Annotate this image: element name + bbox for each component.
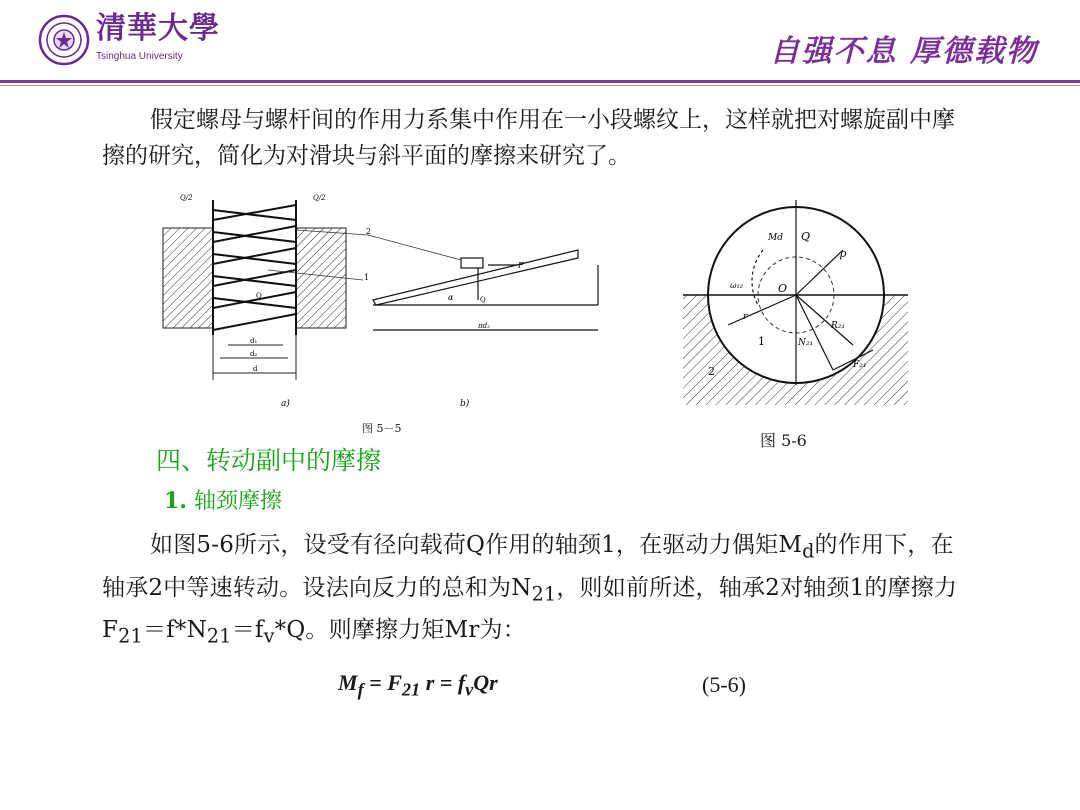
- university-name-cn: 清華大學: [96, 11, 220, 46]
- equation-number: (5-6): [702, 672, 746, 697]
- para-segment-c: ，则如前所述，轴承2对轴颈1的摩擦力F: [102, 574, 958, 644]
- fig56-label-2: 2: [708, 365, 715, 378]
- fig56-label-O: O: [778, 282, 788, 295]
- para-segment-e: ＝f: [231, 617, 264, 644]
- intro-paragraph: 假定螺母与螺杆间的作用力系集中作用在一小段螺纹上，这样就把对螺旋副中摩擦的研究，简化为对滑块与斜平面的摩擦来研究了。: [102, 107, 955, 169]
- n21-subscript-2: 21: [206, 624, 232, 648]
- fig56-label-rho: ρ: [840, 247, 847, 260]
- friction-moment-formula: [338, 670, 498, 700]
- formula-sub-v: v: [465, 679, 474, 700]
- fig56-label-Md: Md: [768, 233, 783, 243]
- para-segment-a: 如图5-6所示，设受有径向载荷Q作用的轴颈1，在驱动力偶矩M: [150, 532, 803, 558]
- figure-5-6-caption: 图 5-6: [760, 431, 807, 450]
- header-divider-thin: [0, 85, 1080, 86]
- fig56-label-R21: R₂₁: [831, 321, 845, 331]
- fig55-label-q-left: Q/2: [180, 194, 193, 202]
- fig55-label-q: Q: [256, 292, 262, 300]
- fig55-label-d: d: [253, 365, 258, 373]
- formula-mid: = F: [363, 670, 402, 695]
- fig55-label-1: 1: [364, 273, 370, 282]
- fig55-label-d1: d₁: [250, 337, 258, 345]
- subsection-text: 轴颈摩擦: [193, 489, 282, 514]
- formula-sub-f: f: [357, 679, 364, 700]
- subsection-title: [164, 484, 282, 515]
- f21-subscript: 21: [118, 624, 143, 648]
- fig56-label-F21: F₂₁: [853, 360, 867, 370]
- subsection-number: 1.: [164, 488, 187, 514]
- fig55-label-alpha: α: [448, 293, 454, 302]
- fig56-label-1: 1: [758, 335, 765, 348]
- formula-end: Qr: [473, 670, 498, 695]
- fv-subscript: v: [263, 624, 275, 648]
- tsinghua-seal-icon: [38, 14, 90, 66]
- figure-5-6-journal-diagram: [668, 195, 918, 445]
- fig55-label-pi-d2: πd₂: [478, 322, 490, 330]
- formula-tail: r = f: [420, 670, 466, 695]
- header-divider: [0, 80, 1080, 83]
- fig55-label-F: F: [518, 261, 524, 270]
- fig55-label-a: a): [281, 399, 290, 409]
- university-name-en: Tsinghua University: [96, 51, 183, 62]
- figure-5-5-screw-diagram: [158, 190, 608, 435]
- slide-header: [0, 0, 1080, 80]
- figure-5-5-caption: 图 5－5: [362, 422, 402, 435]
- fig55-label-q-right: Q/2: [313, 194, 326, 202]
- para-segment-b: 的作用下，在轴承2中等速转动。设法向反力的总和为N: [102, 532, 954, 601]
- fig55-label-b: b): [460, 399, 470, 409]
- fig55-label-d2: d₂: [250, 350, 258, 358]
- para-segment-d: ＝f*N: [142, 617, 207, 644]
- journal-friction-paragraph: [102, 527, 972, 655]
- university-motto: 自强不息 厚德载物: [769, 34, 1038, 69]
- fig55-label-q-b: Q: [480, 296, 486, 304]
- formula-sub-21: 21: [401, 679, 421, 700]
- para-segment-f: *Q。则摩擦力矩Mr为：: [274, 617, 526, 644]
- n21-subscript: 21: [531, 582, 557, 606]
- formula-m: M: [338, 670, 358, 695]
- fig56-label-r: r: [743, 312, 748, 322]
- fig55-label-2: 2: [366, 227, 372, 236]
- fig56-label-Q: Q: [801, 230, 811, 243]
- fig56-label-N21: N₂₁: [798, 338, 814, 348]
- md-subscript: d: [802, 539, 815, 563]
- fig56-label-omega: ω₁₂: [730, 281, 743, 290]
- section-title: 四、转动副中的摩擦: [156, 446, 382, 475]
